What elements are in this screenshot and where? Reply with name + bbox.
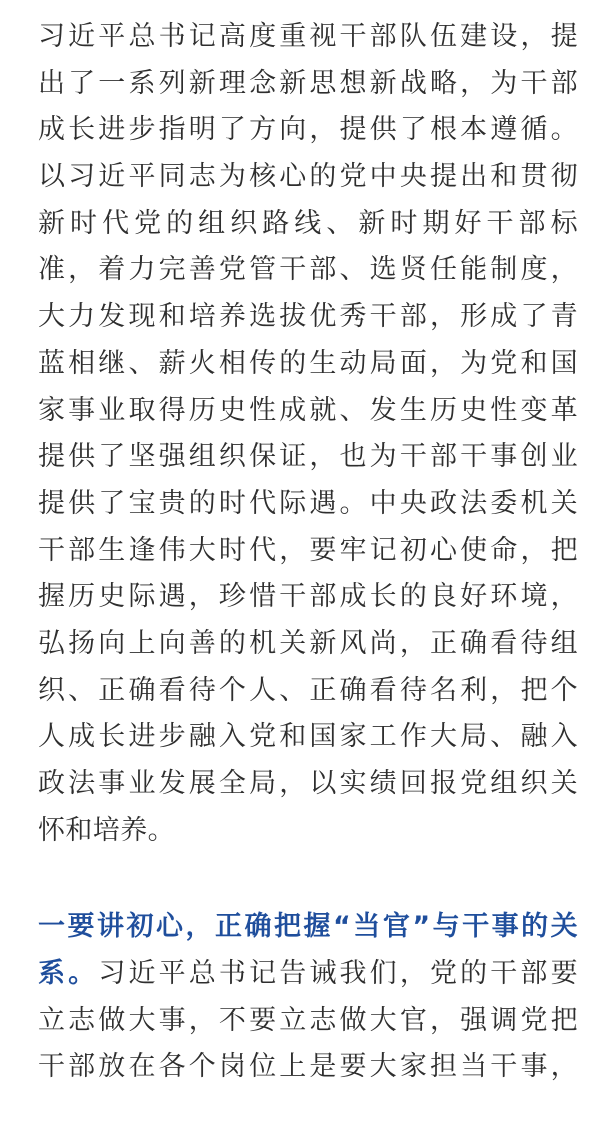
text-line: 织、正确看待个人、正确看待名利，把个	[38, 674, 578, 706]
text-line: 家事业取得历史性成就、发生历史性变革	[38, 394, 578, 426]
text-line: 蓝相继、薪火相传的生动局面，为党和国	[38, 347, 578, 379]
text-line: 以习近平同志为核心的党中央提出和贯彻	[38, 161, 578, 193]
section-heading-end: 系。	[38, 958, 99, 990]
section-heading: 一要讲初心，正确把握“当官”与干事的关	[38, 911, 578, 943]
text-line: 出了一系列新理念新思想新战略，为干部	[38, 67, 578, 99]
text-line: 提供了宝贵的时代际遇。中央政法委机关	[38, 487, 578, 519]
text-line: 立志做大事，不要立志做大官，强调党把	[38, 1004, 578, 1036]
article-body	[38, 14, 578, 1091]
text-line	[38, 951, 578, 998]
text-line: 提供了坚强组织保证，也为干部干事创业	[38, 441, 578, 473]
text-line: 怀和培养。	[38, 814, 175, 846]
text-line: 政法事业发展全局，以实绩回报党组织关	[38, 768, 578, 799]
paragraph-1	[38, 14, 578, 854]
text-line: 干部生逢伟大时代，要牢记初心使命，把	[38, 534, 578, 566]
text-line: 人成长进步融入党和国家工作大局、融入	[38, 721, 578, 753]
paragraph-2	[38, 904, 578, 1091]
text-line: 握历史际遇，珍惜干部成长的良好环境，	[38, 581, 578, 613]
text-segment: 习近平总书记告诫我们，党的干部要	[98, 958, 578, 990]
text-line: 干部放在各个岗位上是要大家担当干事，	[38, 1051, 578, 1083]
text-line: 弘扬向上向善的机关新风尚，正确看待组	[38, 627, 578, 659]
text-line: 习近平总书记高度重视干部队伍建设，提	[38, 21, 578, 52]
text-line: 成长进步指明了方向，提供了根本遵循。	[38, 114, 578, 146]
paragraph-spacer	[38, 854, 578, 904]
text-line: 准，着力完善党管干部、选贤任能制度，	[38, 254, 578, 286]
text-line: 新时代党的组织路线、新时期好干部标	[38, 207, 578, 239]
text-line: 大力发现和培养选拔优秀干部，形成了青	[38, 301, 578, 333]
